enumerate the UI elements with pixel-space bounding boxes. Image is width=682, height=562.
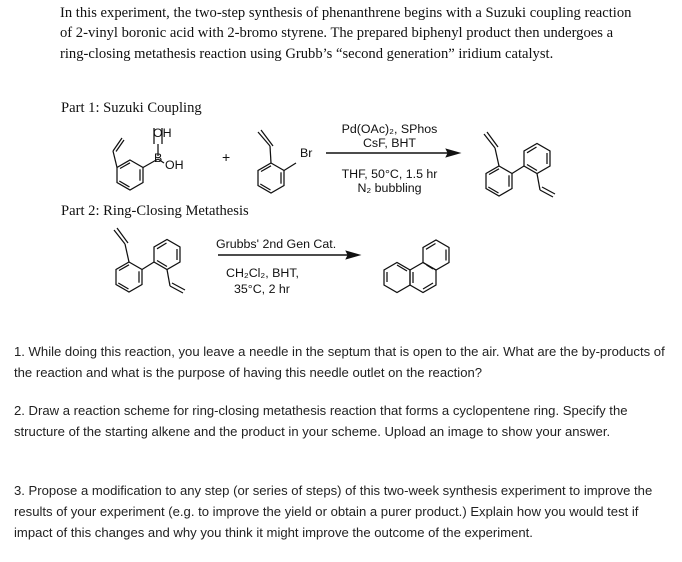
phenanthrene-product xyxy=(378,226,478,306)
part2-conditions-line2: 35°C, 2 hr xyxy=(234,282,290,296)
part1-reaction-arrow xyxy=(326,148,466,158)
question-1: 1. While doing this reaction, you leave a needle in the septum that is open to the air. What are the by-products of the reaction and what is the purpose of having this needle outlet on the reaction? xyxy=(14,344,665,380)
question-3: 3. Propose a modification to any step (or series of steps) of this two-week synthesis experiment to improve the results of your experiment (e.g. to improve the yield or obtain a purer product.) Explain how you would test if impact of this changes and why you think it might improve the outcome of the experiment. xyxy=(14,483,653,540)
part2-reaction-arrow xyxy=(218,250,368,260)
boronic-oh-top: OH xyxy=(153,126,172,140)
part1-conditions-line3: THF, 50°C, 1.5 hr xyxy=(341,167,438,181)
boronic-oh-side: OH xyxy=(165,158,184,172)
intro-paragraph: In this experiment, the two-step synthesis of phenanthrene begins with a Suzuki coupling reaction of 2-vinyl boronic acid with 2-bromo styrene. The prepared biphenyl product then undergoes a ring-closing metathesis reaction using Grubb’s “second generation” iridium catalyst. xyxy=(60,5,632,62)
divinylbiphenyl-product xyxy=(478,120,578,200)
bromo-label: Br xyxy=(300,146,313,160)
part2-conditions-line1: CH₂Cl₂, BHT, xyxy=(226,266,299,280)
part2-catalyst-label: Grubbs' 2nd Gen Cat. xyxy=(216,237,337,251)
plus-sign: + xyxy=(222,149,231,165)
part1-conditions-line4: N₂ bubbling xyxy=(357,181,422,195)
part1-title: Part 1: Suzuki Coupling xyxy=(61,100,202,116)
question-2: 2. Draw a reaction scheme for ring-closing metathesis reaction that forms a cyclopentene ring. Specify the structure of the starting alkene and the product in your scheme. Upload an image to show your answer. xyxy=(14,403,628,439)
rcm-starting-biphenyl xyxy=(108,220,208,300)
part1-conditions-line1: Pd(OAc)₂, SPhos xyxy=(341,122,438,136)
boronic-b-atom: B xyxy=(154,151,163,165)
part2-title: Part 2: Ring-Closing Metathesis xyxy=(61,203,249,219)
part1-conditions-line2: CsF, BHT xyxy=(362,136,416,150)
